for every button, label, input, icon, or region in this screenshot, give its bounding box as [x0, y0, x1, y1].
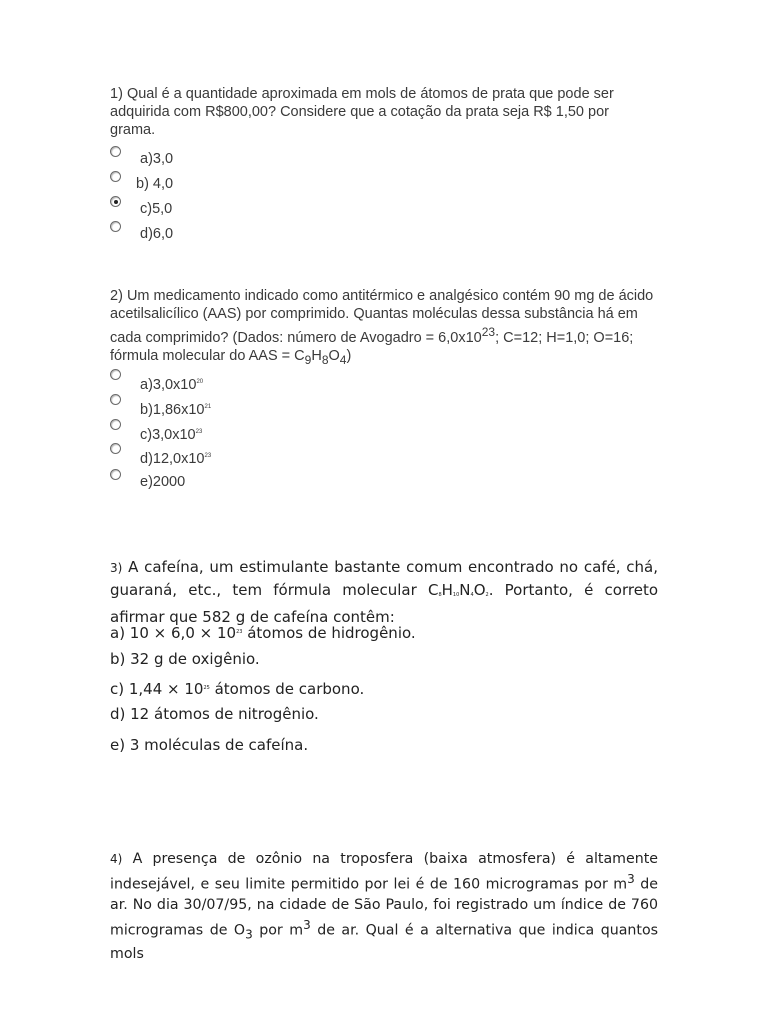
- question-4-exp-2: 3: [303, 917, 311, 932]
- formula-h: H: [441, 581, 453, 599]
- formula-o: O: [328, 347, 340, 364]
- question-1: [110, 85, 658, 139]
- formula-s4: 2: [485, 592, 489, 598]
- radio-icon[interactable]: [110, 369, 121, 380]
- radio-icon[interactable]: [110, 419, 121, 430]
- formula-sub-c: 9: [304, 352, 312, 367]
- q3-option-a: [110, 624, 416, 642]
- q3-option-c-pre: c) 1,44 × 10: [110, 680, 204, 698]
- q3-option-d: d) 12 átomos de nitrogênio.: [110, 705, 319, 723]
- q1-option-a-label: a)3,0: [140, 151, 174, 167]
- q2-option-c-label: c)3,0x10: [140, 427, 196, 443]
- q3-option-b: b) 32 g de oxigênio.: [110, 650, 260, 668]
- question-2-text-2: ; C=12; H=1,0; O=16; fórmula molecular do AAS = C: [110, 329, 634, 364]
- q3-option-c: [110, 680, 364, 698]
- formula-s3: 4: [470, 592, 474, 598]
- q3-option-c-post: átomos de carbono.: [209, 680, 365, 698]
- q2-option-d-label: d)12,0x10: [140, 451, 205, 467]
- formula-sub-o: 4: [339, 352, 347, 367]
- question-4-text-3: por m: [252, 922, 304, 939]
- question-3-text-1: A cafeína, um estimulante bastante comum encontrado no café, chá, guaraná, etc., tem fórmula molecular C: [110, 558, 658, 599]
- q3-option-e: e) 3 moléculas de cafeína.: [110, 736, 309, 754]
- radio-icon[interactable]: [110, 221, 121, 232]
- q3-option-c-exp: 25: [203, 685, 210, 691]
- question-4: [110, 849, 658, 964]
- question-2-number: 2): [110, 288, 123, 304]
- question-2-text-1: Um medicamento indicado como antitérmico e analgésico contém 90 mg de ácido acetilsalicílico (AAS) por comprimido. Quantas moléculas dessa substância há em cada comprimido? (Dados: número de Avogadro = 6,0x10: [110, 288, 654, 346]
- question-4-text-2: de ar. No dia 30/07/95, na cidade de São Paulo, foi registrado um índice de 760 microgramas de O: [110, 876, 658, 939]
- radio-icon[interactable]: [110, 171, 121, 182]
- q2-option-c-exp: 23: [195, 429, 203, 435]
- q2-option-b-exp: 21: [204, 404, 212, 410]
- formula-o: O: [473, 581, 486, 599]
- q2-option-a-label: a)3,0x10: [140, 377, 197, 393]
- question-1-text: Qual é a quantidade aproximada em mols de átomos de prata que pode ser adquirida com R$800,00? Considere que a cotação da prata seja R$ 1,50 por grama.: [110, 86, 614, 138]
- formula-s1: 8: [438, 592, 442, 598]
- question-3-number: 3): [110, 561, 123, 575]
- radio-checked-icon[interactable]: [110, 196, 121, 207]
- question-4-sub-o: 3: [245, 927, 253, 942]
- q2-option-a-exp: 20: [196, 379, 204, 385]
- q1-option-c-label: c)5,0: [140, 201, 173, 217]
- q2-option-d-exp: 23: [204, 453, 212, 459]
- q3-option-a-pre: a) 10 × 6,0 × 10: [110, 624, 237, 642]
- q3-option-a-exp: 23: [236, 629, 243, 635]
- question-4-exp-1: 3: [627, 872, 635, 886]
- question-3-text-2: . Portanto, é correto afirmar que 582 g de cafeína contêm:: [110, 581, 659, 626]
- avogadro-exponent: 23: [481, 325, 496, 339]
- question-4-text-4: de ar. Qual é a alternativa que indica quantos mols: [110, 922, 659, 963]
- radio-icon[interactable]: [110, 443, 121, 454]
- radio-icon[interactable]: [110, 394, 121, 405]
- formula-n: N: [459, 581, 471, 599]
- q1-option-b-label: b) 4,0: [136, 176, 174, 192]
- q2-option-e-label: e)2000: [140, 474, 186, 490]
- radio-icon[interactable]: [110, 469, 121, 480]
- question-3: [110, 556, 658, 628]
- formula-sub-h: 8: [321, 352, 329, 367]
- question-4-number: 4): [110, 852, 123, 866]
- formula-h: H: [311, 347, 322, 364]
- formula-close: ): [346, 347, 352, 364]
- radio-icon[interactable]: [110, 146, 121, 157]
- formula-s2: 10: [452, 592, 460, 598]
- q2-option-b-label: b)1,86x10: [140, 402, 205, 418]
- question-4-text-1: A presença de ozônio na troposfera (baixa atmosfera) é altamente indesejável, e seu limite permitido por lei é de 160 microgramas por m: [110, 851, 659, 893]
- q3-option-a-post: átomos de hidrogênio.: [242, 624, 416, 642]
- question-2: [110, 287, 658, 369]
- question-1-number: 1): [110, 86, 123, 102]
- q1-option-d-label: d)6,0: [140, 226, 174, 242]
